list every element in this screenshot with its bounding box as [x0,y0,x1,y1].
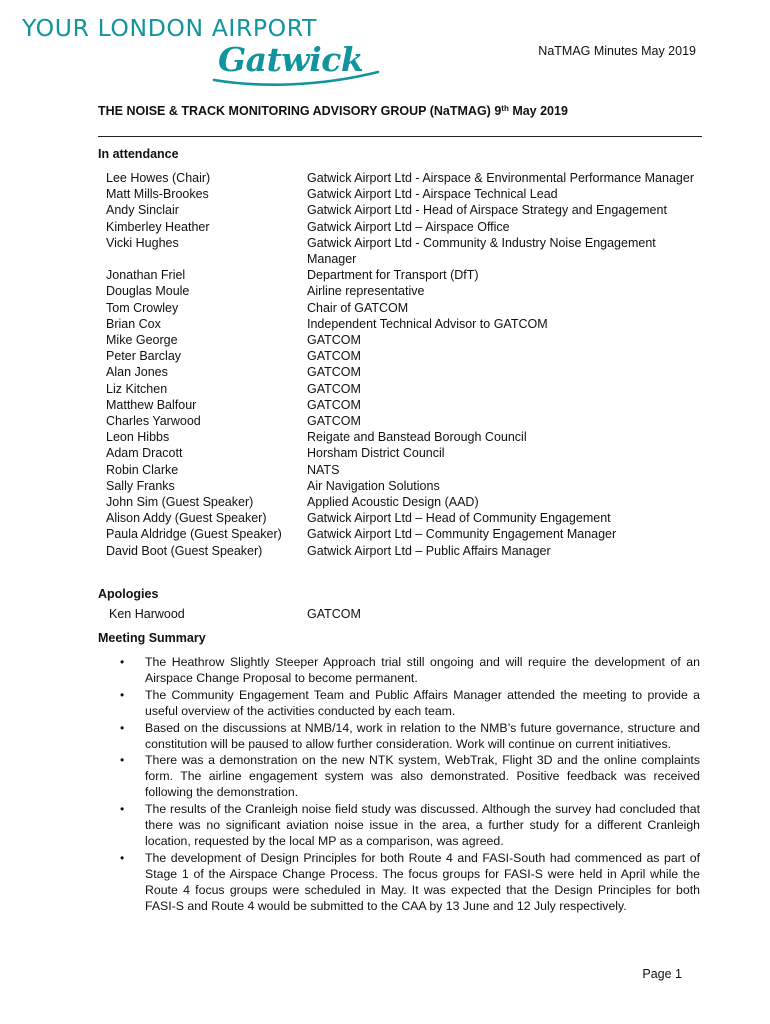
attendee-name: Charles Yarwood [106,414,201,429]
attendee-row [106,543,706,559]
attendee-name: Adam Dracott [106,446,183,461]
attendee-org: GATCOM [307,365,361,380]
attendee-name: Kimberley Heather [106,219,210,234]
attendee-name: Peter Barclay [106,349,182,364]
title-superscript: th [501,104,509,113]
attendee-org: Gatwick Airport Ltd – Community Engagement Manager [307,527,617,542]
summary-bullet: • The results of the Cranleigh noise field study was discussed. Although the survey had concluded that there was no significant aviation noise issue in the area, a further study for a different Cranleigh location, requested by the local MP as a comparison, was agreed. [118,802,700,850]
attendee-name: Brian Cox [106,316,161,331]
attendee-row [106,478,706,494]
attendee-name: Leon Hibbs [106,430,170,445]
apology-name: Ken Harwood [109,607,185,621]
attendee-name: Tom Crowley [106,300,179,315]
attendee-row [106,364,706,380]
attendee-org: Gatwick Airport Ltd – Airspace Office [307,219,510,234]
attendance-heading: In attendance [98,147,179,161]
attendee-row [106,170,706,186]
attendee-name: Lee Howes (Chair) [106,171,211,185]
summary-bullet: • The Community Engagement Team and Public Affairs Manager attended the meeting to provide a useful overview of the activities conducted by each team. [118,688,700,720]
attendee-org: Gatwick Airport Ltd - Airspace & Environmental Performance Manager [307,171,694,185]
attendee-org: GATCOM [307,414,361,429]
attendee-name: Vicki Hughes [106,235,179,250]
page-title [98,104,568,118]
attendee-name: Matthew Balfour [106,397,197,412]
attendee-row [106,348,706,364]
attendee-row [106,462,706,478]
title-main: THE NOISE & TRACK MONITORING ADVISORY GROUP (NaTMAG) 9 [98,104,502,118]
attendee-name: Alan Jones [106,365,168,380]
attendee-name: David Boot (Guest Speaker) [106,543,263,558]
attendee-row [106,332,706,348]
attendee-name: Jonathan Friel [106,268,186,283]
attendance-list [106,170,706,559]
attendee-org: Independent Technical Advisor to GATCOM [307,316,548,331]
attendee-org: NATS [307,462,340,477]
attendee-row [106,494,706,510]
summary-bullet: • The Heathrow Slightly Steeper Approach trial still ongoing and will require the development of an Airspace Change Proposal to become permanent. [118,655,700,687]
attendee-name: Robin Clarke [106,462,179,477]
attendee-row [106,283,706,299]
attendee-row [106,397,706,413]
logo-wordmark: Gatwick [218,40,364,79]
attendee-name: Paula Aldridge (Guest Speaker) [106,527,282,542]
page-number: Page 1 [642,967,682,981]
attendee-row [106,186,706,202]
attendee-name: Andy Sinclair [106,203,179,218]
attendee-name: Matt Mills-Brookes [106,187,209,202]
attendee-row [106,429,706,445]
attendee-row [106,235,706,267]
attendee-name: Mike George [106,333,178,348]
attendee-row [106,316,706,332]
attendee-row [106,413,706,429]
attendee-row [106,219,706,235]
attendee-org: Gatwick Airport Ltd – Head of Community Engagement [307,511,611,526]
apologies-row [109,607,709,621]
attendee-row [106,510,706,526]
attendee-org: GATCOM [307,381,361,396]
attendee-row [106,202,706,218]
apology-org: GATCOM [307,607,361,621]
title-divider [98,136,702,137]
attendee-org: Gatwick Airport Ltd - Community & Industry Noise Engagement Manager [307,235,656,267]
attendee-name: Alison Addy (Guest Speaker) [106,511,267,526]
summary-list [118,655,700,916]
attendee-org: GATCOM [307,333,361,348]
attendee-name: Liz Kitchen [106,381,168,396]
gatwick-logo [22,14,382,84]
attendee-org: Airline representative [307,284,425,299]
attendee-org: Department for Transport (DfT) [307,268,479,283]
apologies-heading: Apologies [98,587,159,601]
attendee-org: Applied Acoustic Design (AAD) [307,495,479,510]
attendee-org: Gatwick Airport Ltd – Public Affairs Manager [307,543,551,558]
attendee-org: Horsham District Council [307,446,445,461]
attendee-org: Gatwick Airport Ltd - Airspace Technical Lead [307,187,558,202]
attendee-name: Douglas Moule [106,284,190,299]
document-label: NaTMAG Minutes May 2019 [538,44,696,58]
summary-bullet: • Based on the discussions at NMB/14, work in relation to the NMB’s future governance, structure and constitution will be paused to allow further consideration. Work will continue on current initiatives. [118,721,700,753]
attendee-org: GATCOM [307,397,361,412]
attendee-row [106,381,706,397]
attendee-row [106,526,706,542]
attendee-org: Reigate and Banstead Borough Council [307,430,527,445]
attendee-org: Air Navigation Solutions [307,478,440,493]
summary-bullet: • The development of Design Principles for both Route 4 and FASI-South had commenced as part of Stage 1 of the Airspace Change Process. The focus groups for FASI-S were held in April while the Route 4 focus groups were scheduled in May. It was expected that the Design Principles for both FASI-S and Route 4 would be submitted to the CAA by 13 June and 12 July respectively. [118,851,700,915]
attendee-org: Gatwick Airport Ltd - Head of Airspace Strategy and Engagement [307,203,667,218]
attendee-row [106,445,706,461]
attendee-org: Chair of GATCOM [307,300,409,315]
summary-bullet: • There was a demonstration on the new NTK system, WebTrak, Flight 3D and the online complaints form. The airline engagement system was also demonstrated. Positive feedback was received following the demonstration. [118,753,700,801]
attendee-name: Sally Franks [106,478,175,493]
attendee-org: GATCOM [307,349,361,364]
title-tail: May 2019 [508,104,568,118]
attendee-row [106,300,706,316]
attendee-name: John Sim (Guest Speaker) [106,495,254,510]
logo-swoosh-icon [212,66,382,88]
logo-tagline: YOUR LONDON AIRPORT [22,14,317,42]
attendee-row [106,267,706,283]
summary-heading: Meeting Summary [98,631,206,645]
